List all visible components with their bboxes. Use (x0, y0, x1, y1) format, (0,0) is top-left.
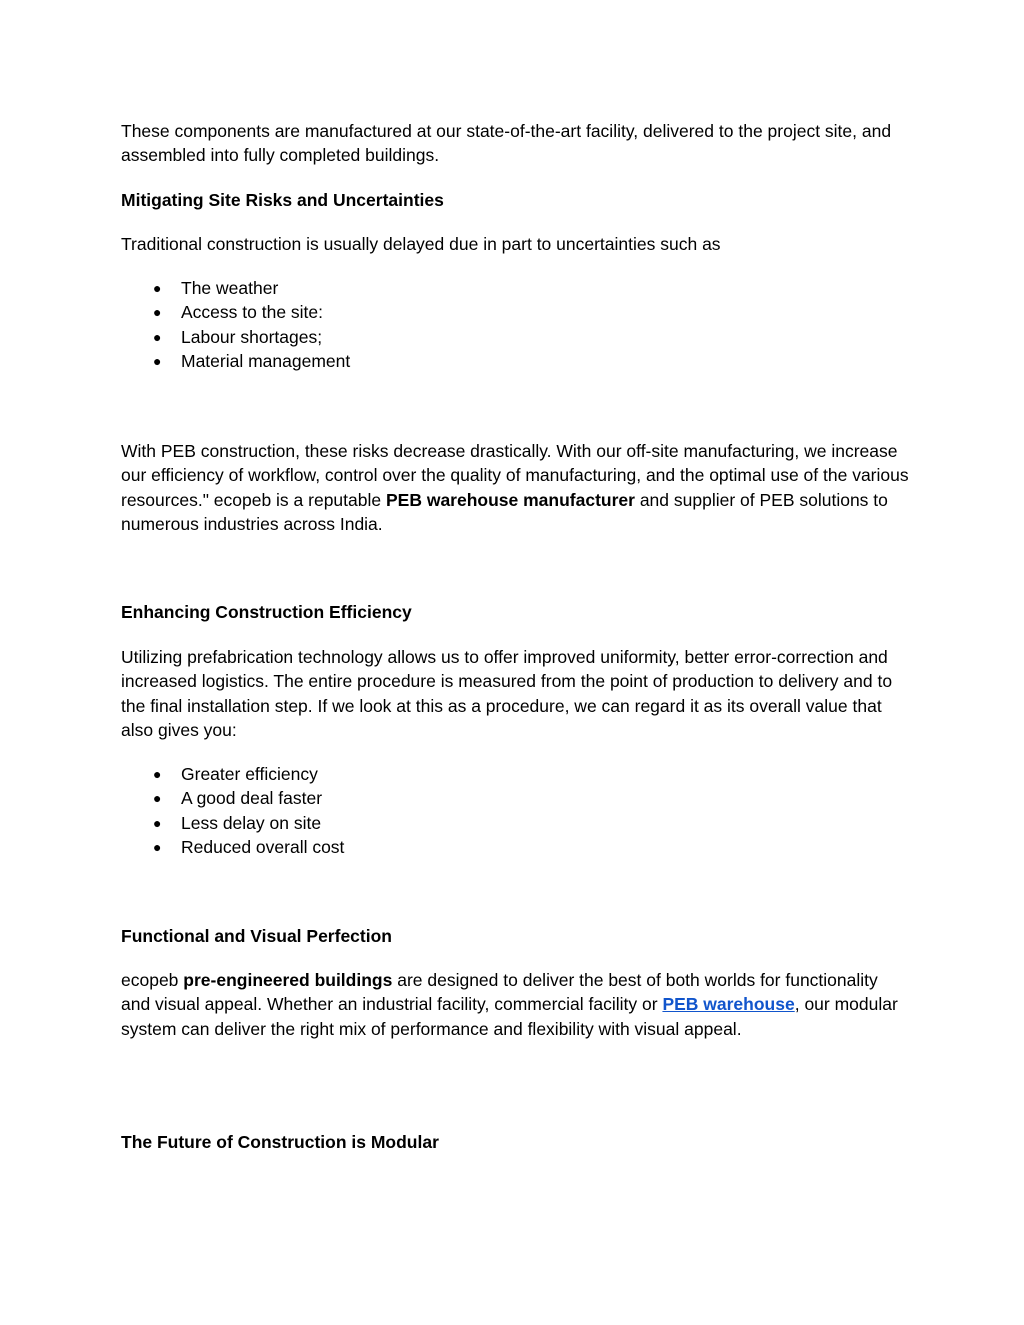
list-item: ● Reduced overall cost (121, 835, 911, 859)
bold-pre-engineered-buildings: pre-engineered buildings (183, 970, 393, 990)
list-item: ● Access to the site: (121, 300, 911, 324)
bold-peb-warehouse-manufacturer: PEB warehouse manufacturer (385, 489, 635, 510)
bullet-icon: ● (153, 280, 162, 296)
bullet-icon: ● (153, 838, 162, 855)
bullet-icon: ● (153, 814, 162, 831)
list-item: ● Material management (121, 349, 911, 373)
heading-functional-visual: Functional and Visual Perfection (121, 926, 392, 946)
list-item: ● Greater efficiency (121, 762, 911, 786)
bullet-icon: ● (153, 352, 162, 369)
heading-future-modular: The Future of Construction is Modular (121, 1132, 439, 1152)
risks-bullet-list (121, 276, 911, 373)
perfection-paragraph: ecopeb pre-engineered buildings are designed to deliver the best of both worlds for functionality and visual appeal. Whether an industrial facility, commercial facility or PEB warehouse, our modular system can deliver the right mix of performance and flexibility with visual appeal. (121, 970, 898, 1039)
efficiency-bullet-list (121, 762, 911, 859)
efficiency-paragraph: Utilizing prefabrication technology allows us to offer improved uniformity, better error-correction and increased logistics. The entire procedure is measured from the point of production to delivery and to the final installation step. If we look at this as a procedure, we can regard it as its overall value that also gives you: (121, 647, 893, 740)
peb-warehouse-link[interactable]: PEB warehouse (662, 994, 795, 1015)
list-item: ● A good deal faster (121, 786, 911, 810)
list-item: ● Labour shortages; (121, 325, 911, 349)
bullet-icon: ● (153, 790, 162, 807)
heading-enhancing-efficiency: Enhancing Construction Efficiency (121, 602, 412, 622)
peb-construction-paragraph: With PEB construction, these risks decrease drastically. With our off-site manufacturing, we increase our efficiency of workflow, control over the quality of manufacturing, and the optimal use of the various resources." ecopeb is a reputable PEB warehouse manufacturer and supplier of PEB solutions to numerous industries across India. (121, 441, 909, 534)
bullet-icon: ● (153, 766, 162, 782)
list-item: ● Less delay on site (121, 811, 911, 835)
heading-mitigating-risks: Mitigating Site Risks and Uncertainties (121, 190, 444, 210)
intro-paragraph: These components are manufactured at our state-of-the-art facility, delivered to the project site, and assembled into fully completed buildings. (121, 121, 892, 166)
risks-intro-paragraph: Traditional construction is usually delayed due in part to uncertainties such as (121, 234, 721, 254)
list-item: ● The weather (121, 276, 911, 300)
bullet-icon: ● (153, 304, 162, 321)
bullet-icon: ● (153, 328, 162, 345)
